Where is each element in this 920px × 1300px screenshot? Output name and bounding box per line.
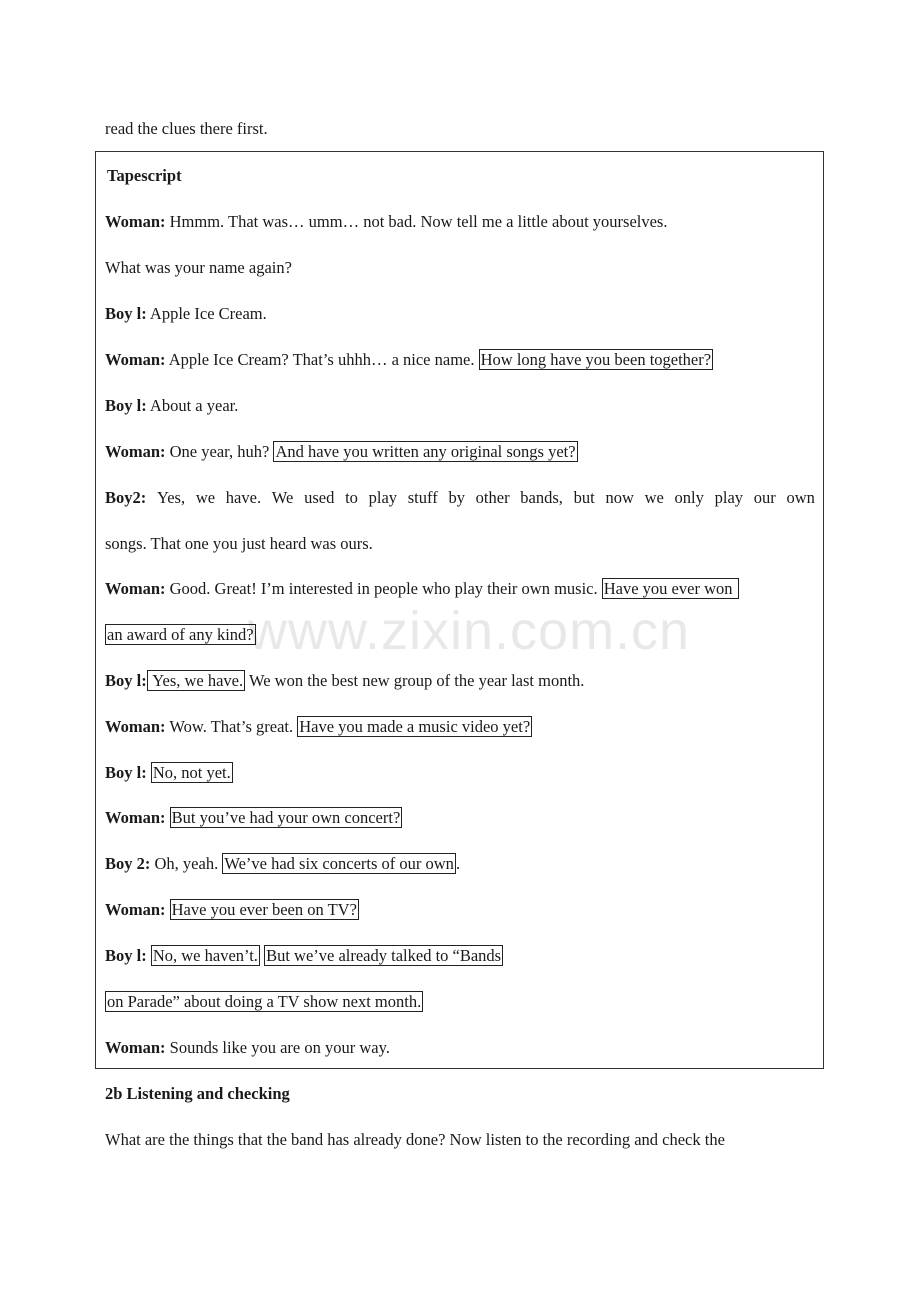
word: play <box>714 488 744 507</box>
tapescript-line-16 <box>105 900 359 920</box>
speaker-label: Woman: <box>105 900 166 919</box>
speaker-label: Boy l: <box>105 946 147 965</box>
speaker-label: Woman: <box>105 350 166 369</box>
section-2b-body: What are the things that the band has already done? Now listen to the recording and check the <box>105 1130 725 1149</box>
dialogue-text: Apple Ice Cream? That’s uhhh… a nice name. <box>165 350 479 369</box>
boxed-question: an award of any kind? <box>107 625 254 644</box>
word: now <box>605 488 634 507</box>
word: to <box>345 488 358 507</box>
dialogue-text: Oh, yeah. <box>150 854 223 873</box>
word: have. <box>225 488 262 507</box>
word: own <box>786 488 815 507</box>
speaker-label: Boy l: <box>105 304 147 323</box>
boxed-answer: Yes, we have. <box>148 671 244 690</box>
boxed-answer: We’ve had six concerts of our own <box>224 854 454 873</box>
dialogue-text: We won the best new group of the year last month. <box>245 671 585 690</box>
tapescript-line-12 <box>105 717 532 737</box>
boxed-question: Have you ever been on TV? <box>171 900 357 919</box>
section-2b-heading: 2b Listening and checking <box>105 1084 290 1103</box>
tapescript-line-17 <box>105 946 503 966</box>
dialogue-text: Hmmm. That was… umm… not bad. Now tell me a little about yourselves. <box>165 212 668 231</box>
speaker-label: Boy l: <box>105 671 147 690</box>
word: We <box>271 488 294 507</box>
speaker-label: Boy 2: <box>105 854 151 873</box>
intro-line: read the clues there first. <box>105 119 268 138</box>
dialogue-text: Wow. That’s great. <box>165 717 298 736</box>
tapescript-line-6 <box>105 442 578 462</box>
word: play <box>368 488 398 507</box>
word: used <box>304 488 335 507</box>
word: we <box>644 488 664 507</box>
boxed-answer: No, we haven’t. <box>152 946 258 965</box>
tapescript-line-7 <box>105 488 815 508</box>
watermark: www.zixin.com.cn <box>248 601 691 661</box>
dialogue-text: One year, huh? <box>165 442 274 461</box>
boxed-question: Have you made a music video yet? <box>299 717 531 736</box>
tapescript-line-11 <box>105 671 584 691</box>
speaker-label: Woman: <box>105 579 166 598</box>
tapescript-line-2: What was your name again? <box>105 258 292 277</box>
tapescript-line-18 <box>105 992 423 1012</box>
word: but <box>573 488 595 507</box>
dialogue-text: About a year. <box>146 396 239 415</box>
dialogue-text: Sounds like you are on your way. <box>165 1038 390 1057</box>
word: only <box>674 488 704 507</box>
boxed-question: But you’ve had your own concert? <box>171 808 401 827</box>
boxed-answer: But we’ve already talked to “Bands <box>266 946 502 965</box>
dialogue-text: Apple Ice Cream. <box>146 304 267 323</box>
word: Yes, <box>156 488 186 507</box>
tapescript-line-10 <box>105 625 256 645</box>
boxed-answer: No, not yet. <box>152 763 231 782</box>
word: our <box>753 488 776 507</box>
boxed-question: And have you written any original songs yet? <box>275 442 576 461</box>
word: stuff <box>407 488 438 507</box>
tapescript-line-1 <box>105 212 667 232</box>
speaker-label: Boy l: <box>105 396 147 415</box>
speaker-label: Woman: <box>105 717 166 736</box>
tapescript-line-14 <box>105 808 402 828</box>
speaker-label: Woman: <box>105 442 166 461</box>
speaker-label: Woman: <box>105 212 166 231</box>
word: other <box>475 488 510 507</box>
tapescript-line-5 <box>105 396 238 416</box>
tapescript-line-4 <box>105 350 713 370</box>
tapescript-line-19 <box>105 1038 390 1058</box>
tapescript-line-3 <box>105 304 267 324</box>
tapescript-line-15 <box>105 854 460 874</box>
boxed-question: Have you ever won <box>603 579 737 598</box>
tapescript-line-8: songs. That one you just heard was ours. <box>105 534 373 553</box>
tapescript-heading: Tapescript <box>107 166 182 185</box>
speaker-label: Boy l: <box>105 763 147 782</box>
word: bands, <box>520 488 563 507</box>
tapescript-line-13 <box>105 763 233 783</box>
boxed-answer: on Parade” about doing a TV show next month. <box>107 992 422 1011</box>
speaker-label: Woman: <box>105 808 166 827</box>
word: we <box>195 488 216 507</box>
boxed-question: How long have you been together? <box>480 350 712 369</box>
word: by <box>448 488 465 507</box>
dialogue-text: . <box>455 854 461 873</box>
speaker-label: Woman: <box>105 1038 166 1057</box>
dialogue-text: Good. Great! I’m interested in people who play their own music. <box>165 579 602 598</box>
tapescript-line-9 <box>105 579 739 599</box>
speaker-label: Boy2: <box>105 488 147 507</box>
